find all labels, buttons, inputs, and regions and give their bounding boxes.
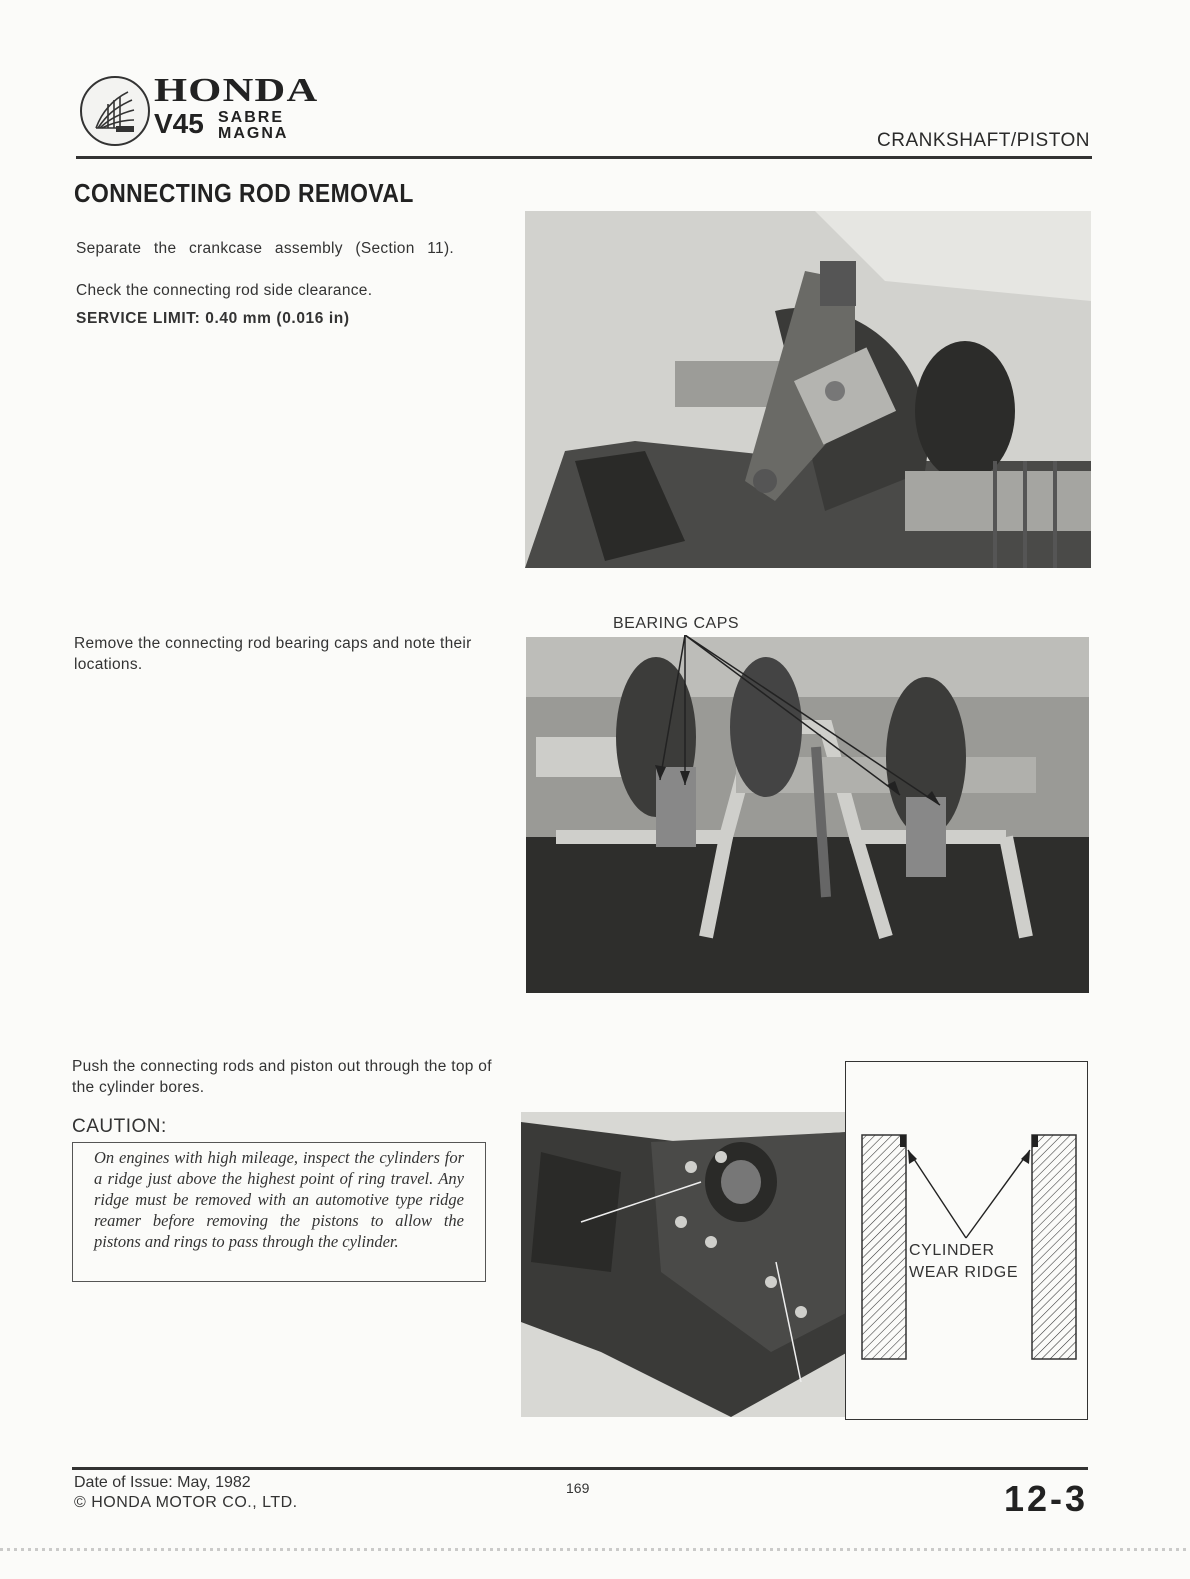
section-page-number: 12-3: [1003, 1478, 1088, 1519]
copyright: © HONDA MOTOR CO., LTD.: [74, 1494, 298, 1511]
page-number: 169: [566, 1480, 590, 1496]
crankshaft-clearance-illustration: [525, 211, 1091, 568]
model-variants: [218, 110, 288, 142]
caution-body: On engines with high mileage, inspect the cylinders for a ridge just above the highest point of ring travel. Any ridge must be removed with an automotive type ridge reamer before removing the pistons to allow the: [94, 1148, 464, 1230]
page-title: CONNECTING ROD REMOVAL: [74, 178, 414, 208]
header-divider: [76, 156, 1092, 159]
caution-text: [94, 1147, 464, 1252]
section-heading: CRANKSHAFT/PISTON: [877, 130, 1090, 151]
photo-rod-side-clearance: [525, 211, 1091, 568]
model-name: V45: [154, 108, 204, 139]
model-variant-sabre: SABRE: [218, 109, 285, 126]
issue-date: Date of Issue: May, 1982: [74, 1474, 251, 1491]
wing-icon: [82, 78, 148, 144]
cylinder-wear-ridge-label: [909, 1240, 1018, 1284]
model-variant-magna: MAGNA: [218, 125, 289, 142]
caution-label: CAUTION:: [72, 1116, 167, 1137]
caution-body-last-line: pistons and rings to pass through the cylinder.: [94, 1232, 399, 1251]
honda-wing-logo: [80, 76, 150, 146]
bearing-caps-arrows: [640, 635, 970, 835]
scan-edge: [0, 1548, 1190, 1551]
step-check-clearance: Check the connecting rod side clearance.: [76, 282, 373, 299]
diagram-label-line2: WEAR RIDGE: [909, 1264, 1019, 1281]
brand-name: HONDA: [154, 72, 319, 109]
step-push-rods-out: Push the connecting rods and piston out through the top of the cylinder bores.: [72, 1058, 492, 1096]
step-separate-crankcase: Separate the crankcase assembly (Section 11).: [76, 240, 455, 257]
crankcase-top-illustration: [521, 1112, 848, 1417]
photo-push-pistons: [521, 1112, 848, 1417]
footer-divider: [72, 1467, 1088, 1470]
callout-bearing-caps: BEARING CAPS: [613, 615, 740, 632]
diagram-label-line1: CYLINDER: [909, 1242, 995, 1259]
service-limit: SERVICE LIMIT: 0.40 mm (0.016 in): [76, 310, 350, 327]
step-remove-bearing-caps: Remove the connecting rod bearing caps and note their locations.: [74, 635, 472, 673]
